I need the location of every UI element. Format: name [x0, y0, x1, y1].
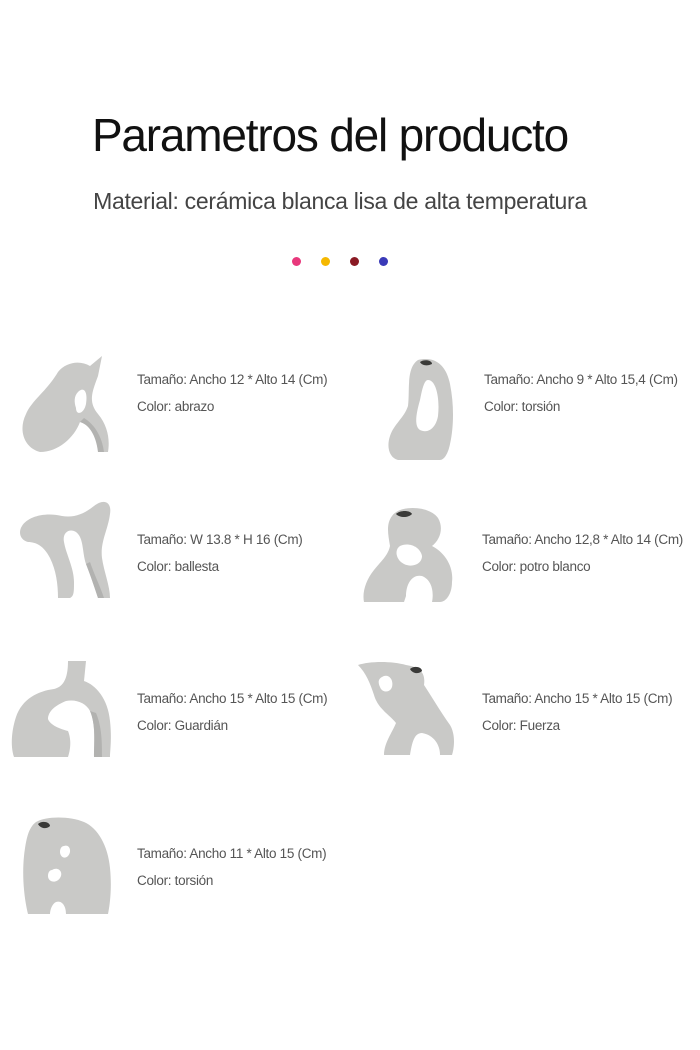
vase-torsion-2-icon [22, 816, 114, 916]
vase-torsion-icon [384, 354, 456, 464]
product-color: Color: torsión [137, 873, 214, 888]
vase-abrazo-icon [18, 352, 114, 456]
product-info [137, 685, 327, 739]
product-size: Tamaño: Ancho 12 * Alto 14 (Cm) [137, 372, 328, 387]
product-size: Tamaño: Ancho 12,8 * Alto 14 (Cm) [482, 532, 683, 547]
product-item [0, 810, 350, 930]
color-dot [350, 257, 359, 266]
material-subtitle: Material: cerámica blanca lisa de alta temperatura [93, 188, 587, 214]
page-title: Parametros del producto [91, 109, 569, 161]
product-info [484, 366, 678, 420]
product-size: Tamaño: W 13.8 * H 16 (Cm) [137, 532, 303, 547]
product-item [0, 498, 350, 618]
product-info [482, 526, 683, 580]
product-color: Color: Guardián [137, 718, 228, 733]
product-item [350, 655, 700, 775]
product-color: Color: torsión [484, 399, 561, 414]
color-dot [379, 257, 388, 266]
product-item [350, 340, 700, 470]
product-item [0, 655, 350, 775]
vase-ballesta-icon [18, 498, 114, 602]
product-size: Tamaño: Ancho 15 * Alto 15 (Cm) [137, 691, 328, 706]
product-info [482, 685, 672, 739]
vase-fuerza-icon [356, 659, 456, 759]
color-dot [292, 257, 301, 266]
product-size: Tamaño: Ancho 15 * Alto 15 (Cm) [482, 691, 673, 706]
product-info [137, 366, 327, 420]
vase-guardian-icon [10, 659, 114, 763]
product-color: Color: abrazo [137, 399, 215, 414]
product-item [0, 340, 350, 470]
color-dot [321, 257, 330, 266]
vase-potro-blanco-icon [360, 504, 456, 604]
product-size: Tamaño: Ancho 9 * Alto 15,4 (Cm) [484, 372, 678, 387]
product-size: Tamaño: Ancho 11 * Alto 15 (Cm) [137, 846, 327, 861]
product-info [137, 526, 303, 580]
product-color: Color: Fuerza [482, 718, 560, 733]
product-info [137, 840, 326, 894]
product-item [350, 498, 700, 618]
product-color: Color: potro blanco [482, 559, 591, 574]
product-color: Color: ballesta [137, 559, 219, 574]
